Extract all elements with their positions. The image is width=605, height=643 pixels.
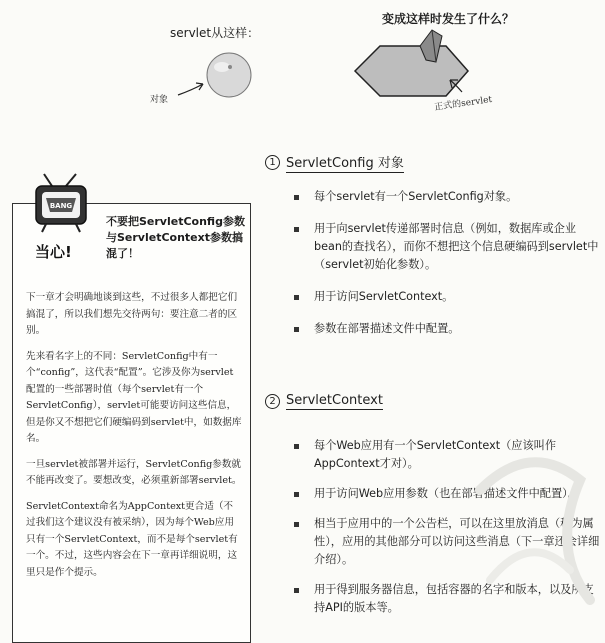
list-item: 用于访问ServletContext。 bbox=[290, 288, 602, 306]
caution-paragraph: 先来看名字上的不同：ServletConfig中有一个“config”，这代表“配置”。它涉及你为servlet配置的一些部署时值（每个servlet有一个ServletConfig），servlet可能要访问这些信息，但是你又不想把它们硬编码到servlet中，如数据库名。 bbox=[26, 350, 242, 444]
section-title: ServletContext bbox=[286, 393, 383, 408]
caution-word: 当心! bbox=[35, 243, 72, 261]
servlet-illustration bbox=[0, 0, 605, 140]
list-item: 每个servlet有一个ServletConfig对象。 bbox=[290, 188, 602, 206]
watermark-decoration bbox=[470, 430, 600, 620]
tv-label: BANG bbox=[49, 202, 73, 210]
section-heading-servletcontext bbox=[265, 393, 383, 410]
servletconfig-list bbox=[290, 188, 602, 338]
list-item: 相当于应用中的一个公告栏，可以在这里放消息（称为属性），应用的其他部分可以访问这些消息（下一章还会详细介绍）。 bbox=[290, 515, 602, 569]
list-item: 用于得到服务器信息，包括容器的名字和版本，以及所支持API的版本等。 bbox=[290, 581, 602, 617]
caution-paragraph: ServletContext命名为AppContext更合适（不过我们这个建议没有被采纳），因为每个Web应用只有一个ServletContext，而不是每个servlet有一个。不过，这些内容会在下一章再详细说明，这里只是作个提示。 bbox=[26, 500, 238, 578]
object-arrow-icon bbox=[178, 83, 203, 95]
caution-paragraph: 下一章才会明确地谈到这些，不过很多人都把它们搞混了，所以我们想先交待两句：要注意二者的区别。 bbox=[26, 292, 238, 336]
section-number: 2 bbox=[265, 394, 280, 409]
list-item: 参数在部署描述文件中配置。 bbox=[290, 320, 602, 338]
official-servlet-note: 正式的servlet bbox=[433, 94, 493, 113]
object-ball-icon bbox=[207, 53, 251, 97]
object-note: 对象 bbox=[150, 95, 169, 105]
section-heading-servletconfig bbox=[265, 152, 404, 173]
caution-title: 不要把ServletConfig参数与ServletContext参数搞混了！ bbox=[106, 215, 245, 260]
caution-tv-icon bbox=[26, 172, 98, 244]
caution-body bbox=[26, 290, 242, 590]
list-item: 每个Web应用有一个ServletContext（应该叫作AppContext才对）。 bbox=[290, 437, 602, 473]
illustration-left-label: servlet从这样： bbox=[170, 26, 260, 40]
illustration-right-label: 变成这样时发生了什么？ bbox=[382, 12, 515, 26]
list-item: 用于向servlet传递部署时信息（例如，数据库或企业bean的查找名），而你不想把这个信息硬编码到servlet中（servlet初始化参数）。 bbox=[290, 220, 602, 274]
section-title: ServletConfig 对象 bbox=[286, 152, 404, 173]
list-item: 用于访问Web应用参数（也在部署描述文件中配置）。 bbox=[290, 485, 602, 503]
caution-paragraph: 一旦servlet被部署并运行，ServletConfig参数就不能再改变了。要想改变，必须重新部署servlet。 bbox=[26, 458, 242, 486]
section-number: 1 bbox=[265, 155, 280, 170]
